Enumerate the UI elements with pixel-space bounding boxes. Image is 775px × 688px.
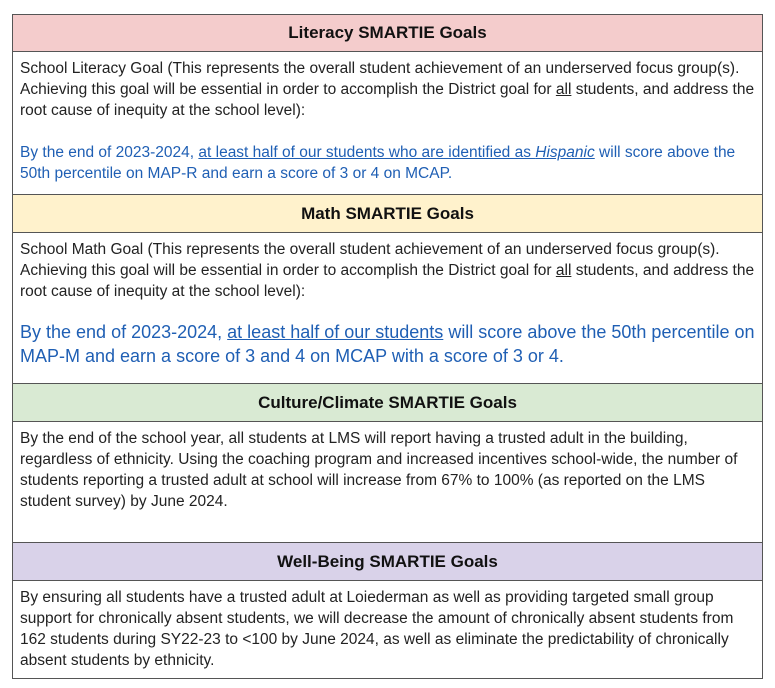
wellbeing-header <box>12 543 763 581</box>
literacy-header-text: Literacy SMARTIE Goals <box>288 23 487 42</box>
wellbeing-goal: By ensuring all students have a trusted adult at Loiederman as well as providing targeted small group support for chronically absent students, we will decrease the amount of chronically absent students from 162 students during SY22-23 to <100 by June 2024, as well as eliminate the predictability of chronically absent students by ethnicity. <box>20 589 734 669</box>
smartie-goals-table <box>12 14 763 679</box>
culture-header-text: Culture/Climate SMARTIE Goals <box>258 392 517 412</box>
math-body <box>12 233 763 384</box>
culture-body <box>12 422 763 543</box>
math-header-text: Math SMARTIE Goals <box>301 203 474 223</box>
literacy-goal: By the end of 2023-2024, at least half of our students who are identified as Hispanic will score above the 50th percentile on MAP-R and earn a score of 3 or 4 on MCAP. <box>20 144 736 182</box>
literacy-intro: School Literacy Goal (This represents the overall student achievement of an underserved focus group(s). Achieving this goal will be essential in order to accomplish the District goal for all students, and address the root cause of inequity at the school level): <box>20 60 755 119</box>
culture-goal: By the end of the school year, all students at LMS will report having a trusted adult in the building, regardless of ethnicity. Using the coaching program and increased incentives school-wide, the number of students reporting a trusted adult at school will increase from 67% to 100% (as reported on the LMS student survey) by June 2024. <box>20 430 738 510</box>
math-goal: By the end of 2023-2024, at least half of our students will score above the 50th percentile on MAP-M and earn a score of 3 and 4 on MCAP with a score of 3 or 4. <box>20 322 755 366</box>
math-header <box>12 195 763 233</box>
wellbeing-body <box>12 581 763 679</box>
literacy-header <box>12 14 763 52</box>
literacy-body <box>12 52 763 195</box>
wellbeing-header-text: Well-Being SMARTIE Goals <box>277 551 498 571</box>
math-intro: School Math Goal (This represents the overall student achievement of an underserved focus group(s). Achieving this goal will be essential in order to accomplish the District goal for all students, and address the root cause of inequity at the school level): <box>20 241 755 300</box>
culture-header <box>12 384 763 422</box>
